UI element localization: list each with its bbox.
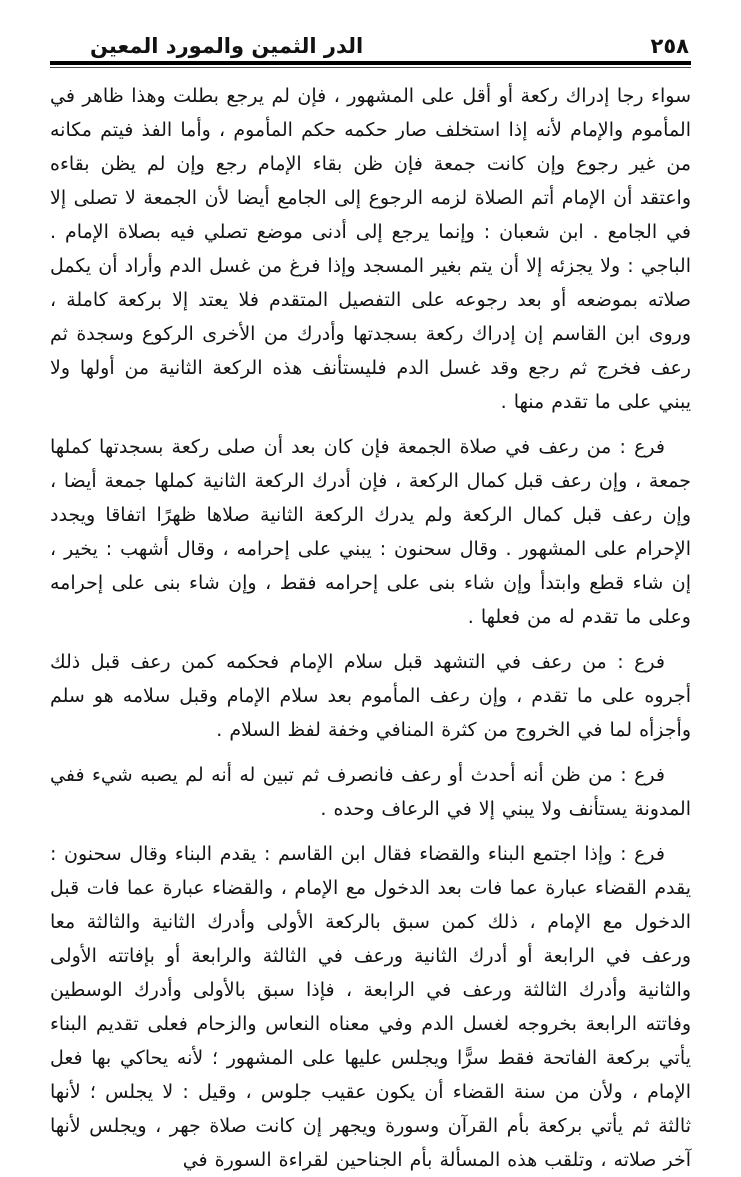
- paragraph-far-2: فرع : من رعف في التشهد قبل سلام الإمام فحكمه كمن رعف قبل ذلك أجروه على ما تقدم ، وإن رعف المأموم بعد سلام الإمام وقبل سلامه هو سلم وأجزأه لما في الخروج من كثرة المنافي وخفة لفظ السلام .: [50, 651, 691, 741]
- header-divider: [50, 61, 691, 68]
- page-number: ٢٥٨: [650, 34, 689, 58]
- book-title: الدر الثمين والمورد المعين: [90, 34, 364, 58]
- page-header: [50, 26, 691, 58]
- divider-thin-line: [50, 67, 691, 68]
- paragraph-continuation: سواء رجا إدراك ركعة أو أقل على المشهور ، فإن لم يرجع بطلت وهذا ظاهر في المأموم والإمام لأنه إذا استخلف صار حكمه حكم المأموم ، وأما الفذ فيتم مكانه من غير رجوع وإن كانت جمعة فإن ظن بقاء الإمام رجع وإن لم يظن بقاءه واعتقد أن الإمام أتم الصلاة لزمه الرجوع إلى الجامع أيضا لأن الجمعة لا تصلى إلا في الجامع . ابن شعبان : وإنما يرجع إلى أدنى موضع تصلي فيه بصلاة الإمام . الباجي : ولا يجزئه إلا أن يتم بغير المسجد وإذا فرغ من غسل الدم وأراد أن يكمل صلاته بموضعه أو بعد رجوعه على التفصيل المتقدم فلا يعتد إلا بركعة كاملة ، وروى ابن القاسم إن إدراك ركعة بسجدتها وأدرك من الأخرى الركوع وسجدة ثم رعف فخرج ثم رجع وقد غسل الدم فليستأنف هذه الركعة الثانية من أولها ولا يبني على ما تقدم منها .: [50, 85, 691, 413]
- page-body: [50, 79, 691, 1177]
- divider-thick-line: [50, 61, 691, 65]
- paragraph-far-4: فرع : وإذا اجتمع البناء والقضاء فقال ابن القاسم : يقدم البناء وقال سحنون : يقدم القضاء عبارة عما فات بعد الدخول مع الإمام ، والقضاء عبارة عما فات قبل الدخول مع الإمام ، ذلك كمن سبق بالركعة الأولى وأدرك الثانية والثالثة معا ورعف في الرابعة أو أدرك الثانية ورعف في الثالثة والرابعة أو بإفاتته الأولى والثانية وأدرك الثالثة ورعف في الرابعة ، فإذا سبق بالأولى وأدرك الوسطين وفاتته الرابعة بخروجه لغسل الدم وفي معناه النعاس والزحام فعلى تقديم البناء يأتي بركعة الفاتحة فقط سرًّا ويجلس عليها على المشهور ؛ لأنه يحاكي بها فعل الإمام ، ولأن من سنة القضاء أن يكون عقيب جلوس ، وقيل : لا يجلس ؛ لأنها ثالثة ثم يأتي بركعة بأم القرآن وسورة ويجهر إن كانت صلاة جهر ، ويجلس لأنها آخر صلاته ، وتلقب هذه المسألة بأم الجناحين لقراءة السورة في: [50, 843, 691, 1171]
- paragraph-far-3: فرع : من ظن أنه أحدث أو رعف فانصرف ثم تبين له أنه لم يصبه شيء ففي المدونة يستأنف ولا يبني إلا في الرعاف وحده .: [50, 764, 691, 820]
- paragraph-far-1: فرع : من رعف في صلاة الجمعة فإن كان بعد أن صلى ركعة بسجدتها كملها جمعة ، وإن رعف قبل كمال الركعة ، فإن أدرك الركعة الثانية كملها جمعة أيضا ، وإن رعف قبل كمال الركعة ولم يدرك الركعة الثانية صلاها ظهرًا اتفاقا ويجدد الإحرام على المشهور . وقال سحنون : يبني على إحرامه ، وقال أشهب : يخير ، إن شاء قطع وابتدأ وإن شاء بنى على إحرامه فقط ، وإن شاء بنى على إحرامه وعلى ما تقدم له من فعلها .: [50, 436, 691, 628]
